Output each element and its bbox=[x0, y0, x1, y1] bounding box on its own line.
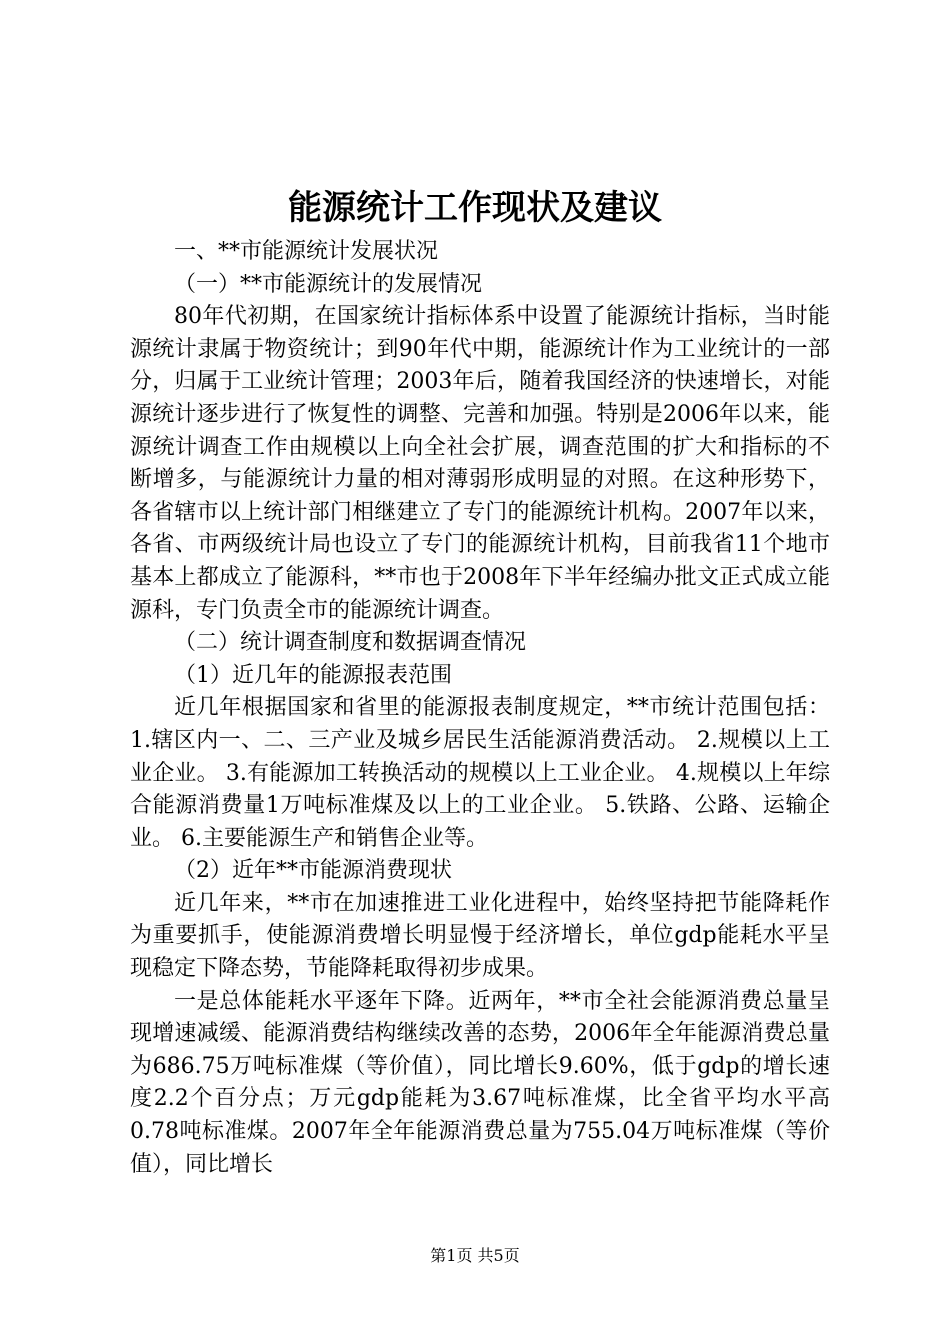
paragraph: 近几年来，**市在加速推进工业化进程中，始终坚持把节能降耗作为重要抓手，使能源消费增长明显慢于经济增长，单位gdp能耗水平呈现稳定下降态势，节能降耗取得初步成果。 bbox=[130, 890, 830, 982]
document-body bbox=[130, 236, 830, 1181]
document-title: 能源统计工作现状及建议 bbox=[288, 188, 662, 228]
section-heading: 一、**市能源统计发展状况 bbox=[174, 239, 439, 264]
subsection-heading: （二）统计调查制度和数据调查情况 bbox=[174, 630, 527, 656]
subsection-heading: （一）**市能源统计的发展情况 bbox=[174, 271, 483, 297]
page-footer: 第1页 共5页 bbox=[430, 1246, 520, 1265]
item-heading: （2）近年**市能源消费现状 bbox=[174, 858, 452, 884]
paragraph: 一是总体能耗水平逐年下降。近两年，**市全社会能源消费总量呈现增速减缓、能源消费结构继续改善的态势，2006年全年能源消费总量为686.75万吨标准煤（等价值），同比增长9.60%，低于gdp的增长速度2.2个百分点；万元gdp能耗为3.67吨标准煤，比全省平均水平高0.78吨标准煤。2007年全年能源消费总量为755.04万吨标准煤（等价值），同比增长 bbox=[130, 988, 830, 1177]
paragraph: 80年代初期，在国家统计指标体系中设置了能源统计指标，当时能源统计隶属于物资统计；到90年代中期，能源统计作为工业统计的一部分，归属于工业统计管理；2003年后，随着我国经济的快速增长，对能源统计逐步进行了恢复性的调整、完善和加强。特别是2006年以来，能源统计调查工作由规模以上向全社会扩展，调查范围的扩大和指标的不断增多，与能源统计力量的相对薄弱形成明显的对照。在这种形势下，各省辖市以上统计部门相继建立了专门的能源统计机构。2007年以来，各省、市两级统计局也设立了专门的能源统计机构，目前我省11个地市基本上都成立了能源科，**市也于2008年下半年经编办批文正式成立能源科，专门负责全市的能源统计调查。 bbox=[130, 304, 830, 623]
paragraph: 近几年根据国家和省里的能源报表制度规定，**市统计范围包括： 1.辖区内一、二、三产业及城乡居民生活能源消费活动。 2.规模以上工业企业。 3.有能源加工转换活动的规模以上工业企业。 4.规模以上年综合能源消费量1万吨标准煤及以上的工业企业。 5.铁路、公路、运输企业。 6.主要能源生产和销售企业等。 bbox=[130, 695, 830, 851]
item-heading: （1）近几年的能源报表范围 bbox=[174, 662, 452, 688]
